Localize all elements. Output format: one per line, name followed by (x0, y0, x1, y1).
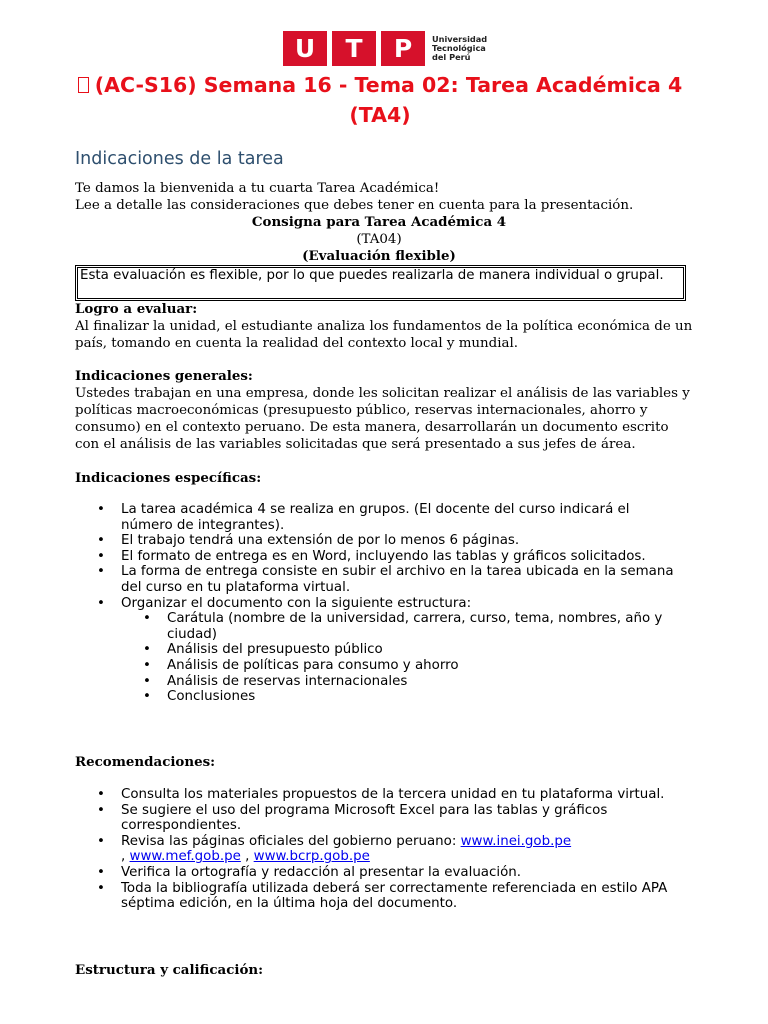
logo-letter-t: T (332, 31, 376, 66)
list-item-text: Organizar el documento con la siguiente estructura: (121, 595, 472, 611)
logo-wordmark (432, 35, 487, 62)
list-item: • Consulta los materiales propuestos de la tercera unidad en tu plataforma virtual. (75, 787, 685, 803)
utp-logo (283, 31, 487, 66)
list-item-text: Revisa las páginas oficiales del gobierno peruano: (121, 833, 461, 849)
intro-line-1: Te damos la bienvenida a tu cuarta Tarea Académica! (75, 181, 440, 196)
intro-text (75, 180, 695, 214)
generales-label: Indicaciones generales: (75, 368, 253, 384)
flexible-evaluation-box: Esta evaluación es flexible, por lo que puedes realizarla de manera individual o grupal. (75, 265, 686, 301)
generales-text: Ustedes trabajan en una empresa, donde les solicitan realizar el análisis de las variables y políticas macroeconómicas (presupuesto público, reservas internacionales, ahorro y consumo) en el contexto peruano. De esta manera, desarrollarán un documento escrito con el análisis de las variables solicitadas que será presentado a sus jefes de área. (75, 386, 690, 452)
list-item: • Verifica la ortografía y redacción al presentar la evaluación. (75, 865, 685, 881)
intro-line-2: Lee a detalle las consideraciones que debes tener en cuenta para la presentación. (75, 198, 634, 213)
generales-section (75, 368, 695, 453)
sublist-item: • Análisis de reservas internacionales (121, 674, 685, 690)
estructura-sublist (121, 611, 685, 705)
list-item (75, 596, 685, 705)
especificas-label: Indicaciones específicas: (75, 470, 262, 486)
consigna-title: Consigna para Tarea Académica 4 (251, 214, 507, 230)
logro-section (75, 301, 695, 352)
logo-line-2: Tecnológica (432, 43, 486, 53)
mef-link[interactable]: www.mef.gob.pe (129, 849, 241, 865)
page-title (60, 70, 700, 130)
recomendaciones-list (75, 787, 685, 912)
estructura-label: Estructura y calificación: (75, 962, 264, 978)
list-item: • El trabajo tendrá una extensión de por lo menos 6 páginas. (75, 533, 685, 549)
logro-label: Logro a evaluar: (75, 301, 198, 317)
logo-line-1: Universidad (432, 34, 488, 44)
consigna-block (75, 214, 683, 265)
list-item: • Se sugiere el uso del programa Microsoft Excel para las tablas y gráficos correspondientes. (75, 803, 685, 834)
title-line-1: (AC-S16) Semana 16 - Tema 02: Tarea Académica 4 (94, 73, 683, 97)
list-item: • Toda la bibliografía utilizada deberá ser correctamente referenciada en estilo APA séptima edición, en la última hoja del documento. (75, 881, 685, 912)
sublist-item: • Análisis del presupuesto público (121, 642, 685, 658)
recomendaciones-label: Recomendaciones: (75, 754, 216, 770)
consigna-code: (TA04) (356, 232, 402, 247)
especificas-list (75, 502, 685, 705)
consigna-type: (Evaluación flexible) (302, 248, 456, 264)
sublist-item: • Conclusiones (121, 689, 685, 705)
list-item: • Revisa las páginas oficiales del gobierno peruano: www.inei.gob.pe , www.mef.gob.pe , www.bcrp.gob.pe (75, 834, 685, 865)
sublist-item: • Análisis de políticas para consumo y ahorro (121, 658, 685, 674)
inei-link[interactable]: www.inei.gob.pe (460, 833, 572, 849)
logo-letter-p: P (381, 31, 425, 66)
link-separator: , (240, 849, 254, 865)
sublist-item: • Carátula (nombre de la universidad, carrera, curso, tema, nombres, año y ciudad) (121, 611, 685, 642)
logo-line-3: del Perú (432, 52, 471, 62)
title-line-2: (TA4) (349, 103, 411, 127)
missing-glyph-icon (78, 77, 89, 93)
section-heading: Indicaciones de la tarea (75, 149, 284, 169)
bcrp-link[interactable]: www.bcrp.gob.pe (253, 849, 370, 865)
logo-letter-u: U (283, 31, 327, 66)
list-item: • La forma de entrega consiste en subir el archivo en la tarea ubicada en la semana del curso en tu plataforma virtual. (75, 564, 685, 595)
logro-text: Al finalizar la unidad, el estudiante analiza los fundamentos de la política económica de un país, tomando en cuenta la realidad del contexto local y mundial. (75, 319, 693, 351)
list-item: • El formato de entrega es en Word, incluyendo las tablas y gráficos solicitados. (75, 549, 685, 565)
list-item: • La tarea académica 4 se realiza en grupos. (El docente del curso indicará el número de integrantes). (75, 502, 685, 533)
